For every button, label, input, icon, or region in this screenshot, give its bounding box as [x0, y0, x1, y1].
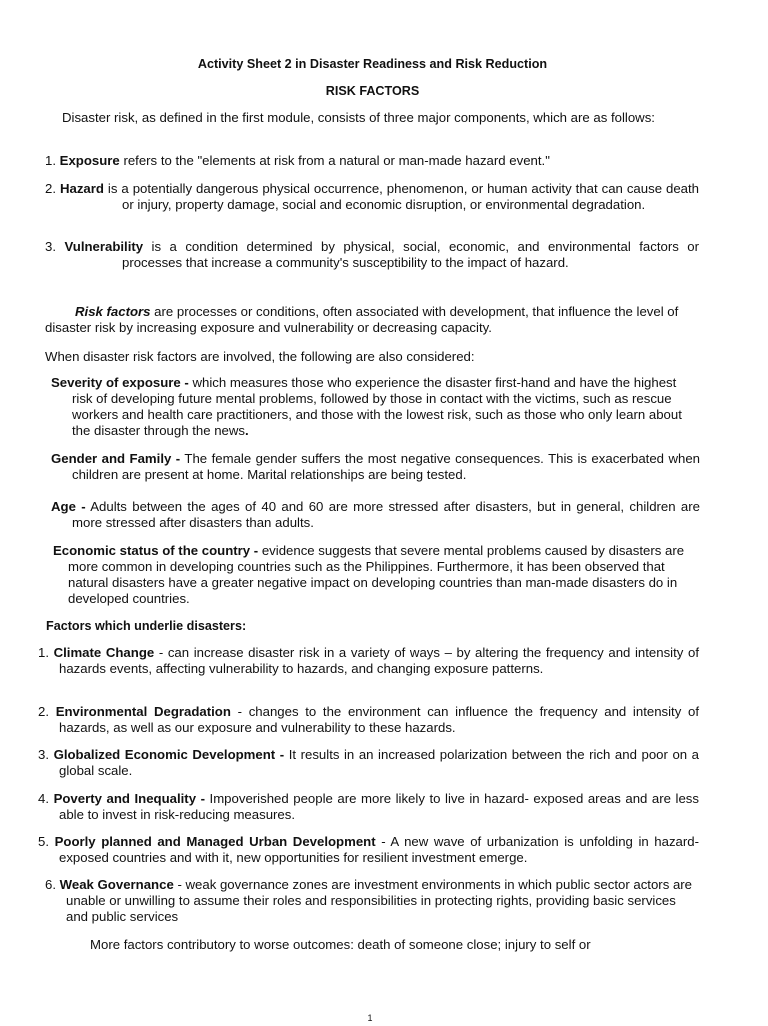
risk-factors-text: are processes or conditions, often associated with development, that influence the level of disaster risk by increasing exposure and vulnerability or decreasing capacity.: [45, 304, 679, 335]
underlie-item: [45, 877, 700, 925]
component-term: Hazard: [59, 181, 104, 196]
consideration-term: Economic status of the country -: [53, 543, 259, 558]
underlie-number: 1.: [38, 645, 49, 660]
underlie-text: It results in an increased polarization between the rich and poor on a global scale.: [59, 747, 700, 778]
underlie-number: 4.: [38, 791, 49, 806]
underlie-text: - weak governance zones are investment environments in which public sector actors are unable or unwilling to assume their roles and responsibilities in protecting rights, providing basic services and public services: [66, 877, 693, 924]
component-text: refers to the "elements at risk from a natural or man-made hazard event.": [119, 153, 550, 168]
underlie-item: [38, 704, 699, 736]
component-number: 2.: [45, 181, 56, 196]
consideration-text: The female gender suffers the most negative consequences. This is exacerbated when children are present at home. Marital relationships are being tested.: [72, 451, 700, 482]
underlie-text: - can increase disaster risk in a variety of ways – by altering the frequency and intensity of hazards events, affecting vulnerability to hazards, and changing exposure patterns.: [59, 645, 699, 676]
component-number: 1.: [45, 153, 56, 168]
underlie-text: - changes to the environment can influence the frequency and intensity of hazards, as well as our exposure and vulnerability to these hazards.: [59, 704, 699, 735]
considered-intro: When disaster risk factors are involved, the following are also considered:: [45, 349, 475, 364]
underlie-term: Weak Governance: [59, 877, 174, 892]
underlie-term: Environmental Degradation: [55, 704, 231, 719]
consideration-term: Severity of exposure -: [51, 375, 189, 390]
underlie-item: [38, 834, 699, 866]
underlie-item: [38, 645, 699, 677]
consideration-text: evidence suggests that severe mental problems caused by disasters are more common in developing countries such as the Philippines. Furthermore, it has been observed that natural disasters have a greater negative impact on developing countries than man-made disasters do in developed countries.: [68, 543, 685, 606]
underlie-term: Poverty and Inequality -: [53, 791, 205, 806]
consideration-item: [51, 375, 700, 439]
consideration-item: [51, 499, 700, 531]
underlie-text: Impoverished people are more likely to live in hazard- exposed areas and are less able to invest in risk-reducing measures.: [59, 791, 699, 822]
component-term: Vulnerability: [64, 239, 144, 254]
consideration-end: .: [245, 423, 249, 438]
consideration-term: Gender and Family -: [51, 451, 181, 466]
consideration-text: which measures those who experience the disaster first-hand and have the highest risk of developing future mental problems, followed by those in contact with the victims, such as rescue workers and health care practitioners, and those with the lowest risk, such as those who only learn about the disaster through the news: [72, 375, 682, 438]
underlie-term: Globalized Economic Development -: [53, 747, 285, 762]
consideration-item: [53, 543, 708, 607]
underlie-text: - A new wave of urbanization is unfolding in hazard-exposed countries and with it, new opportunities for resilient investment emerge.: [59, 834, 700, 865]
underlie-item: [38, 747, 699, 779]
more-factors-paragraph: More factors contributory to worse outcomes: death of someone close; injury to self or: [90, 937, 591, 952]
underlie-item: [38, 791, 699, 823]
consideration-text: Adults between the ages of 40 and 60 are more stressed after disasters, but in general, children are more stressed after disasters than adults.: [72, 499, 700, 530]
consideration-term: Age -: [51, 499, 86, 514]
underlie-term: Poorly planned and Managed Urban Development: [54, 834, 376, 849]
component-item: [45, 239, 699, 271]
underlie-number: 3.: [38, 747, 49, 762]
underlie-number: 6.: [45, 877, 56, 892]
component-item: [45, 181, 699, 213]
page-number: 1: [367, 1013, 373, 1023]
underlie-term: Climate Change: [53, 645, 155, 660]
risk-factors-paragraph: [45, 304, 725, 336]
component-text: is a potentially dangerous physical occurrence, phenomenon, or human activity that can cause death or injury, property damage, social and economic disruption, or environmental degradation.: [103, 181, 699, 212]
risk-factors-term: Risk factors: [75, 304, 151, 319]
underlie-heading: Factors which underlie disasters:: [46, 619, 247, 633]
consideration-item: [51, 451, 700, 483]
underlie-number: 5.: [38, 834, 49, 849]
component-number: 3.: [45, 239, 56, 254]
component-item: [45, 153, 705, 169]
section-title: RISK FACTORS: [325, 84, 420, 98]
component-text: is a condition determined by physical, social, economic, and environmental factors or processes that increase a community's susceptibility to the impact of hazard.: [122, 239, 699, 270]
component-term: Exposure: [59, 153, 120, 168]
document-title: Activity Sheet 2 in Disaster Readiness and Risk Reduction: [197, 57, 548, 71]
intro-paragraph: Disaster risk, as defined in the first module, consists of three major components, which are as follows:: [62, 110, 655, 125]
underlie-number: 2.: [38, 704, 49, 719]
